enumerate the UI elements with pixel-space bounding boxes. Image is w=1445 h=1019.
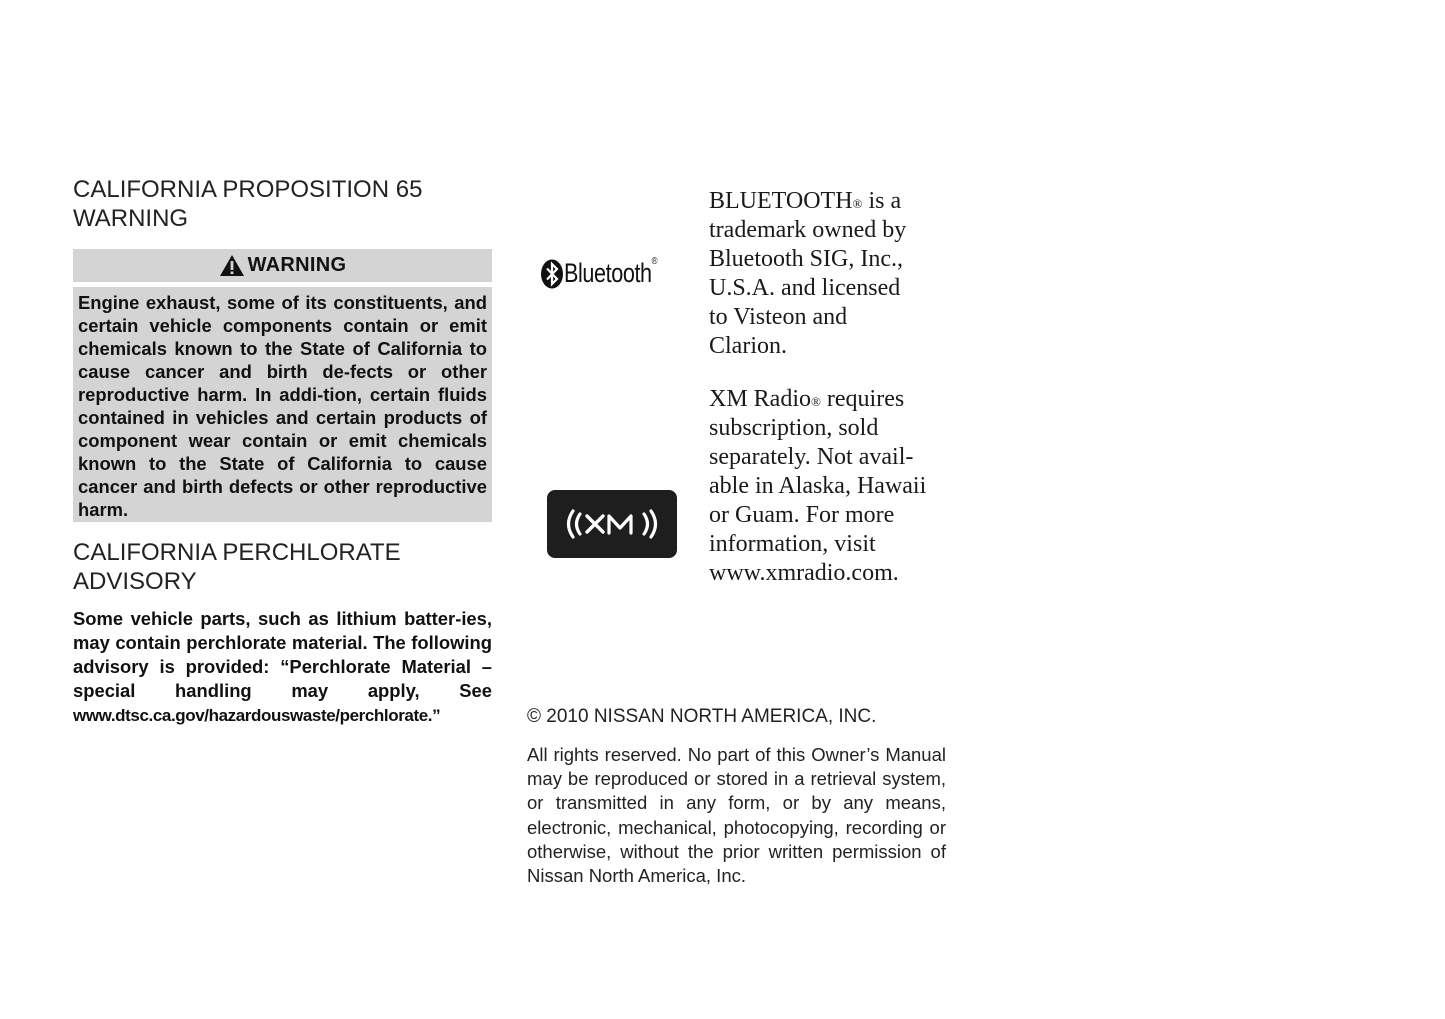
bt-line-3: U.S.A. and licensed xyxy=(709,275,901,301)
bluetooth-logo xyxy=(540,258,680,289)
xm-line-3: able in Alaska, Hawaii xyxy=(709,473,927,499)
warning-label: WARNING xyxy=(247,254,347,276)
perchlorate-url: www.dtsc.ca.gov/hazardouswaste/perchlorate.” xyxy=(73,706,441,725)
xm-logo-mark xyxy=(559,504,665,544)
bt-line-1: trademark owned by xyxy=(709,217,907,243)
xm-line-2: separately. Not avail- xyxy=(709,444,914,470)
bluetooth-logo-text: Bluetooth® xyxy=(564,256,658,288)
xm-line-4: or Guam. For more xyxy=(709,502,895,528)
bluetooth-icon xyxy=(540,259,564,289)
warning-title xyxy=(73,249,492,282)
bt-line-5: Clarion. xyxy=(709,333,787,359)
warning-triangle-icon xyxy=(219,254,245,277)
xm-line-0: XM Radio® requires xyxy=(709,386,905,412)
perchlorate-paragraph: Some vehicle parts, such as lithium batter-ies, may contain perchlorate material. The following advisory is provided: “Perchlorate Material – special handling may apply, See xyxy=(73,608,492,701)
perchlorate-heading: CALIFORNIA PERCHLORATE ADVISORY xyxy=(73,539,401,595)
xm-line-6: www.xmradio.com. xyxy=(709,560,899,586)
bt-line-2: Bluetooth SIG, Inc., xyxy=(709,246,903,272)
copyright-line: © 2010 NISSAN NORTH AMERICA, INC. xyxy=(527,706,877,727)
prop65-heading: CALIFORNIA PROPOSITION 65 WARNING xyxy=(73,176,423,232)
bluetooth-trademark-text xyxy=(709,187,949,361)
perchlorate-text xyxy=(73,607,492,728)
warning-box xyxy=(73,249,492,522)
xm-radio-text xyxy=(709,385,949,588)
bt-line-0: BLUETOOTH® is a xyxy=(709,188,902,214)
xm-line-5: information, visit xyxy=(709,531,876,557)
warning-text: Engine exhaust, some of its constituents, and certain vehicle components contain or emit chemicals known to the State of California to cause cancer and birth de-fects or other reproductive harm. In addi-tion, certain fluids contained in vehicles and certain products of component wear contain or emit chemicals known to the State of California to cause cancer and birth defects or other reproductive harm. xyxy=(73,287,492,522)
bt-line-4: to Visteon and xyxy=(709,304,848,330)
xm-line-1: subscription, sold xyxy=(709,415,879,441)
xm-radio-logo xyxy=(547,490,677,558)
rights-reserved-text: All rights reserved. No part of this Owner’s Manual may be reproduced or stored in a retrieval system, or transmitted in any form, or by any means, electronic, mechanical, photocopying, recording or otherwise, without the prior written permission of Nissan North America, Inc. xyxy=(527,744,946,887)
